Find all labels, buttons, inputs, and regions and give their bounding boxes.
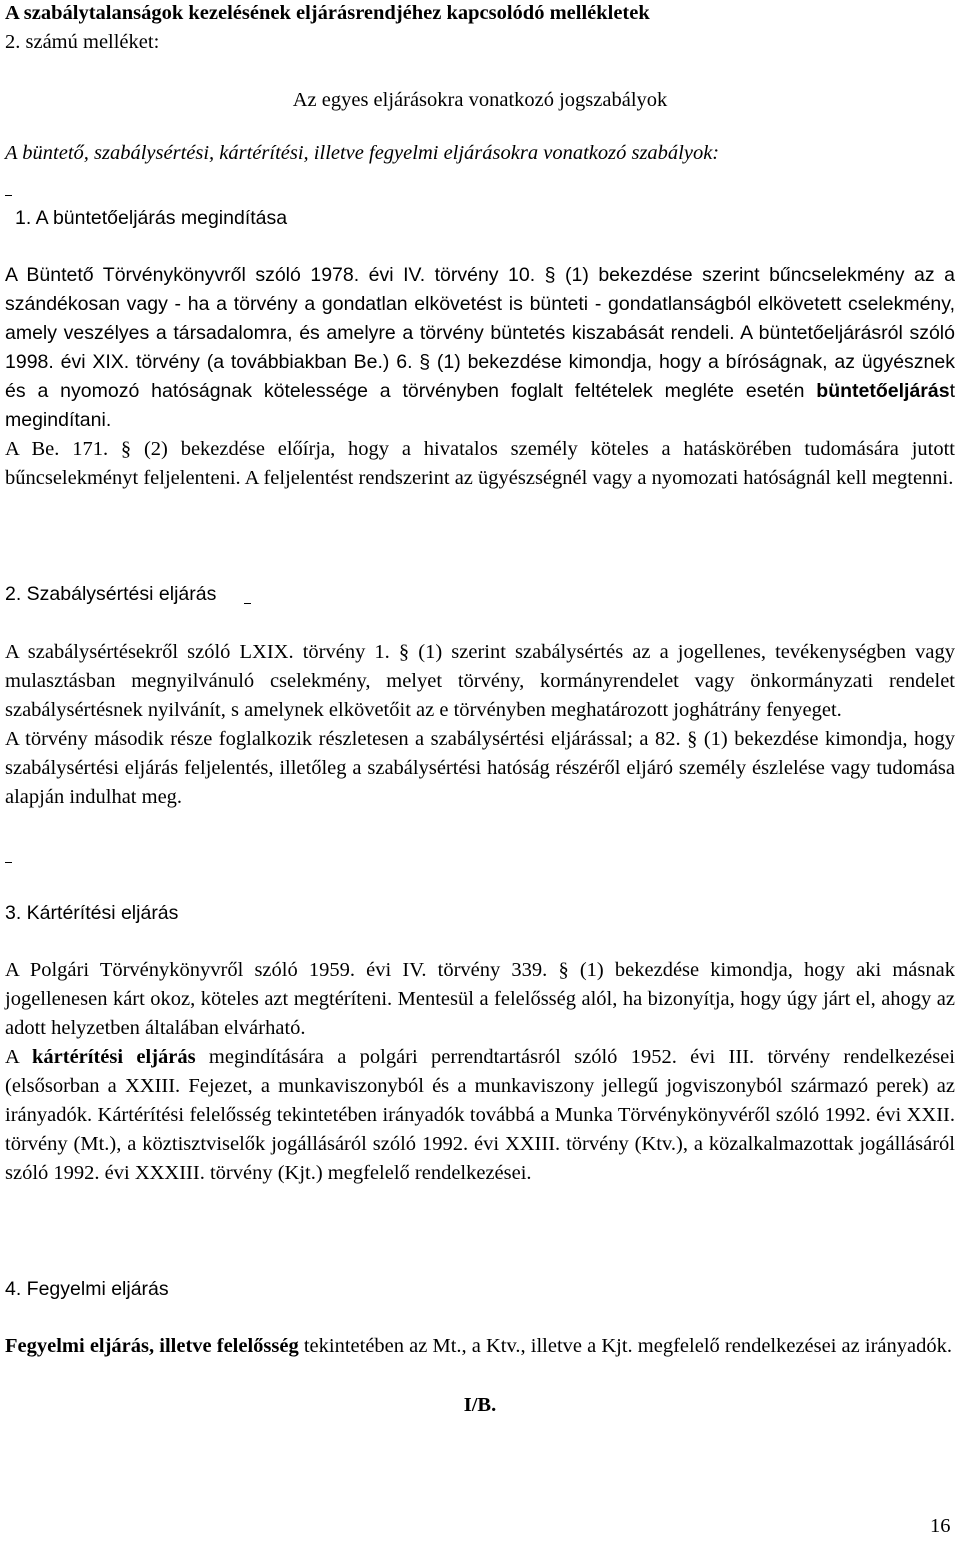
s3-body: [5, 956, 955, 1188]
s2-paragraph-1: A szabálysértésekről szóló LXIX. törvény 1. § (1) szerint szabálysértés az a jogellenes, tevékenységben vagy mulasztásban megnyilvánuló cselekmény, melyet törvény, kormányrendelet vagy önkormányzati rendelet szabálysértésnek nyilvánít, s amelynek elkövetőit az e törvényben meghatározott joghátrány fenyeget.: [5, 641, 955, 721]
s2-paragraph-2: A törvény második része foglalkozik részletesen a szabálysértési eljárással; a 82. § (1) bekezdése kimondja, hogy szabálysértési eljárás feljelentés, illetőleg a szabálysértési hatóság részéről eljáró személy észlelése vagy tudomása alapján indulhat meg.: [5, 728, 955, 808]
heading-underline-mark: [244, 603, 251, 604]
s3-paragraph-2: [5, 1043, 955, 1188]
s1-body: [5, 261, 955, 435]
s1-heading: 1. A büntetőeljárás megindítása: [15, 207, 288, 229]
s4-bold-term: Fegyelmi eljárás, illetve felelősség: [5, 1335, 299, 1357]
page-number: 16: [930, 1515, 951, 1537]
section-title: Az egyes eljárásokra vonatkozó jogszabályok: [292, 89, 668, 111]
s2-body: [5, 638, 955, 812]
s4-paragraph-1: [5, 1332, 955, 1361]
s3-bold-term: kártérítési eljárás: [32, 1046, 196, 1068]
intro-line: A büntető, szabálysértési, kártérítési, illetve fegyelmi eljárásokra vonatkozó szabályok:: [5, 142, 720, 164]
s4-heading: 4. Fegyelmi eljárás: [5, 1278, 169, 1300]
s3-text-start: A: [5, 1046, 32, 1068]
document-title: A szabálytalanságok kezelésének eljárásrendjéhez kapcsolódó mellékletek: [5, 2, 650, 24]
s1-bold-term: büntetőeljárás: [816, 380, 950, 402]
annex-label: 2. számú melléket:: [5, 31, 160, 53]
s1-paragraph-1: [5, 261, 955, 435]
list-marker: [5, 862, 12, 863]
s4-text-rest: tekintetében az Mt., a Ktv., illetve a Kjt. megfelelő rendelkezései az irányadók.: [298, 1335, 952, 1357]
s3-paragraph-1: A Polgári Törvénykönyvről szóló 1959. évi IV. törvény 339. § (1) bekezdése kimondja, hogy aki másnak jogellenesen kárt okoz, köteles azt megtéríteni. Mentesül a felelősség alól, ha bizonyítja, hogy úgy járt el, ahogy az adott helyzetben általában elvárható.: [5, 959, 955, 1039]
list-marker: [5, 195, 12, 196]
s4-body: [5, 1332, 955, 1361]
s1-text: A Büntető Törvénykönyvről szóló 1978. évi IV. törvény 10. § (1) bekezdése szerint bűncselekmény az a szándékosan vagy - ha a törvény a gondatlan elkövetést is bünteti - gondatlanságból elkövetett cselekmény, amely veszélyes a társadalomra, és amelyre a törvény büntetés kiszabását rendeli. A büntetőeljárásról szóló 1998. évi XIX. törvény (a továbbiakban Be.) 6. § (1) bekezdése kimondja, hogy a bíróságnak, az ügyésznek és a nyomozó hatóságnak kötelessége a törvényben foglalt feltételek megléte esetén: [5, 264, 955, 402]
s3-text-rest: megindítására a polgári perrendtartásról szóló 1952. évi III. törvény rendelkezései (elsősorban a XXIII. Fejezet, a munkaviszonyból és a munkaviszony jellegű jogviszonyból származó perek) az irányadók. Kártérítési felelősség tekintetében irányadók továbbá a Munka Törvénykönyvéről szóló 1992. évi XXII. törvény (Mt.), a köztisztviselők jogállásáról szóló 1992. évi XXIII. törvény (Ktv.), a közalkalmazottak jogállásáról szóló 1992. évi XXXIII. törvény (Kjt.) megfelelő rendelkezései.: [5, 1046, 955, 1184]
s2-heading: 2. Szabálysértési eljárás: [5, 583, 217, 605]
s3-heading: 3. Kártérítési eljárás: [5, 902, 179, 924]
s1-paragraph-2: A Be. 171. § (2) bekezdése előírja, hogy a hivatalos személy köteles a hatáskörében tudomására jutott bűncselekményt feljelenteni. A feljelentést rendszerint az ügyészségnél vagy a nyomozati hatóságnál kell megtenni.: [5, 438, 955, 489]
s1-text-end: t megindítani.: [5, 380, 955, 431]
s1-body-2: [5, 435, 955, 493]
footer-mark: I/B.: [463, 1394, 497, 1416]
